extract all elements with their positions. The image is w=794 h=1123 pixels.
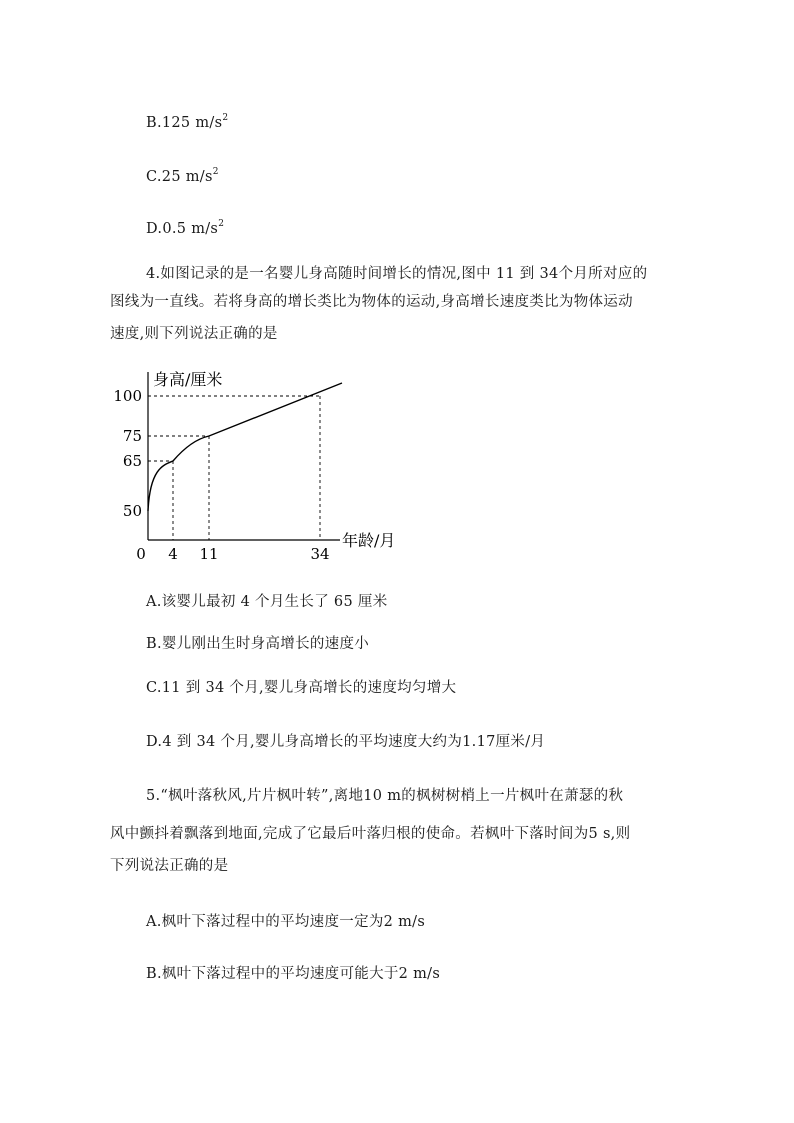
question-5-line-2: 风中颤抖着飘落到地面,完成了它最后叶落归根的使命。若枫叶下落时间为5 s,则 — [110, 826, 631, 842]
option-exponent: 2 — [218, 219, 225, 229]
question-4-line-2: 图线为一直线。若将身高的增长类比为物体的运动,身高增长速度类比为物体运动 — [110, 294, 633, 310]
x-tick-label: 11 — [199, 545, 219, 563]
option-value: 25 m/s — [161, 168, 213, 185]
question-5-line-1: 5.“枫叶落秋风,片片枫叶转”,离地10 m的枫树树梢上一片枫叶在萧瑟的秋 — [146, 788, 624, 804]
option-exponent: 2 — [212, 167, 219, 177]
option-4b: B.婴儿刚出生时身高增长的速度小 — [146, 636, 370, 652]
option-label: D. — [146, 220, 163, 237]
option-exponent: 2 — [222, 113, 229, 123]
option-label: C. — [146, 168, 162, 185]
option-3c — [146, 168, 219, 185]
option-5b: B.枫叶下落过程中的平均速度可能大于2 m/s — [146, 966, 441, 982]
question-4-line-3: 速度,则下列说法正确的是 — [110, 326, 278, 342]
option-value: 125 m/s — [161, 114, 223, 131]
x-tick-label: 4 — [168, 545, 178, 563]
x-tick-label: 0 — [136, 545, 146, 563]
growth-curve — [148, 383, 342, 511]
option-value: 0.5 m/s — [162, 220, 219, 237]
option-3b — [146, 114, 228, 131]
height-growth-chart — [110, 362, 430, 572]
x-axis-label: 年龄/月 — [342, 531, 396, 550]
question-4-line-1: 4.如图记录的是一名婴儿身高随时间增长的情况,图中 11 到 34个月所对应的 — [146, 266, 648, 282]
option-4c: C.11 到 34 个月,婴儿身高增长的速度均匀增大 — [146, 680, 457, 696]
option-4d: D.4 到 34 个月,婴儿身高增长的平均速度大约为1.17厘米/月 — [146, 734, 546, 750]
option-3d — [146, 220, 224, 237]
y-axis-label: 身高/厘米 — [153, 370, 223, 389]
option-4a: A.该婴儿最初 4 个月生长了 65 厘米 — [146, 594, 388, 610]
y-tick-label: 100 — [113, 387, 142, 405]
y-tick-label: 75 — [122, 427, 142, 445]
option-label: B. — [146, 114, 162, 131]
y-tick-label: 50 — [122, 502, 142, 520]
x-tick-label: 34 — [310, 545, 330, 563]
option-5a: A.枫叶下落过程中的平均速度一定为2 m/s — [146, 914, 426, 930]
question-5-line-3: 下列说法正确的是 — [110, 858, 229, 874]
y-tick-label: 65 — [122, 452, 142, 470]
